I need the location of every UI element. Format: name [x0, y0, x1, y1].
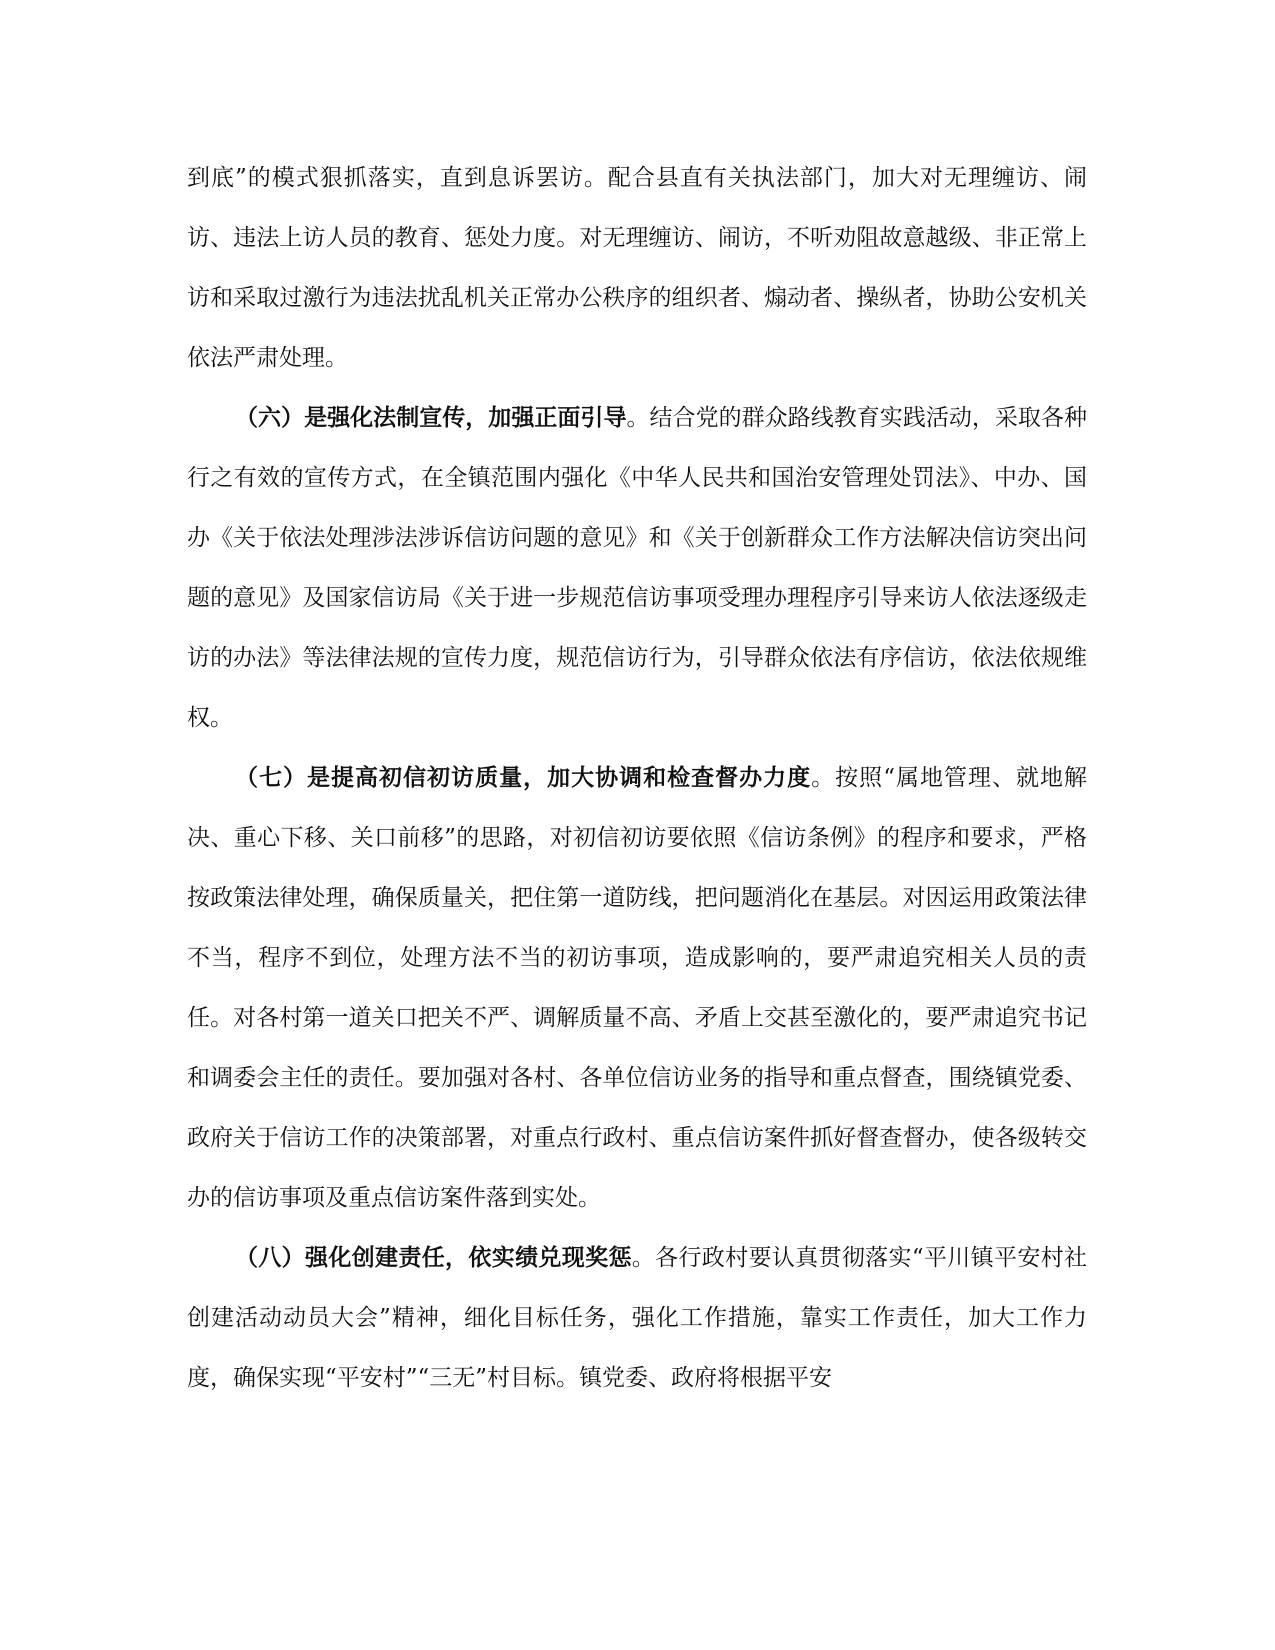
paragraph-text: 。结合党的群众路线教育实践活动，采取各种行之有效的宣传方式，在全镇范围内强化《中华人民共和国治安管理处罚法》、中办、国办《关于依法处理涉法涉诉信访问题的意见》和《关于创新群众工作方法解决信访突出问题的意见》及国家信访局《关于进一步规范信访事项受理办理程序引导来访人依法逐级走访的办法》等法律法规的宣传力度，规范信访行为，引导群众依法有序信访，依法依规维权。 [187, 405, 1088, 731]
paragraph-heading: （六）是强化法制宣传，加强正面引导 [235, 404, 627, 431]
paragraph-heading: （七）是提高初信初访质量，加大协调和检查督办力度 [235, 764, 812, 791]
paragraph-text: 。各行政村要认真贯彻落实“平川镇平安村社创建活动动员大会”精神，细化目标任务，强化工作措施，靠实工作责任，加大工作力度，确保实现“平安村”“三无”村目标。镇党委、政府将根据平安 [187, 1245, 1087, 1391]
paragraph-text: 到底”的模式狠抓落实，直到息诉罢访。配合县直有关执法部门，加大对无理缠访、闹访、违法上访人员的教育、惩处力度。对无理缠访、闹访，不听劝阻故意越级、非正常上访和采取过激行为违法扰乱机关正常办公秩序的组织者、煽动者、操纵者，协助公安机关依法严肃处理。 [187, 165, 1087, 371]
paragraph-eight [187, 1228, 1087, 1408]
document-body [187, 148, 1087, 1408]
paragraph-seven [187, 748, 1087, 1228]
paragraph-six [187, 388, 1087, 748]
paragraph-heading: （八）强化创建责任，依实绩兑现奖惩 [235, 1244, 632, 1271]
paragraph-continuation [187, 148, 1087, 388]
paragraph-text: 。按照“属地管理、就地解决、重心下移、关口前移”的思路，对初信初访要依照《信访条例》的程序和要求，严格按政策法律处理，确保质量关，把住第一道防线，把问题消化在基层。对因运用政策法律不当，程序不到位，处理方法不当的初访事项，造成影响的，要严肃追究相关人员的责任。对各村第一道关口把关不严、调解质量不高、矛盾上交甚至激化的，要严肃追究书记和调委会主任的责任。要加强对各村、各单位信访业务的指导和重点督查，围绕镇党委、政府关于信访工作的决策部署，对重点行政村、重点信访案件抓好督查督办，使各级转交办的信访事项及重点信访案件落到实处。 [187, 765, 1088, 1211]
